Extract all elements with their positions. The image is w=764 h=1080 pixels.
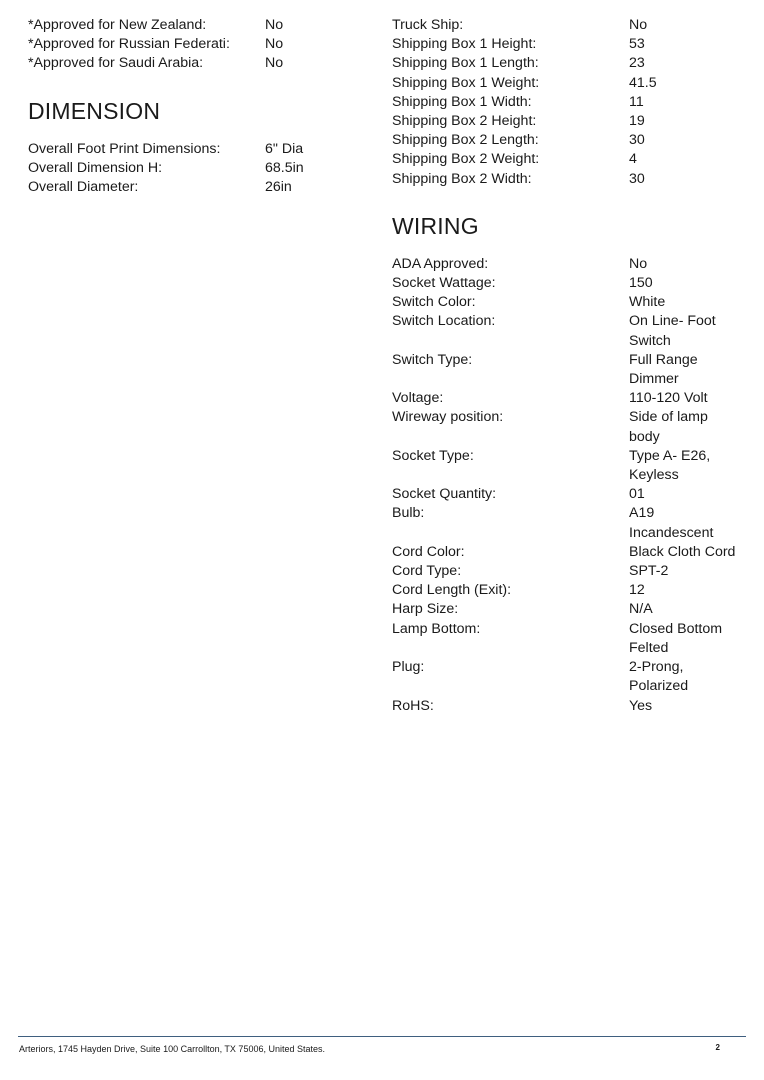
spec-label: *Approved for New Zealand: xyxy=(28,17,207,33)
spec-row xyxy=(392,485,742,504)
spec-value: SPT-2 xyxy=(629,563,669,580)
spec-label: Overall Diameter: xyxy=(28,179,139,196)
spec-value: 68.5in xyxy=(265,159,304,176)
footer-divider xyxy=(18,1036,746,1037)
spec-label: ADA Approved: xyxy=(392,255,489,272)
spec-row xyxy=(392,54,742,73)
spec-label: Voltage: xyxy=(392,390,444,407)
spec-label: Lamp Bottom: xyxy=(392,620,481,637)
spec-value: 26in xyxy=(265,179,292,196)
spec-row xyxy=(392,658,742,696)
dimension-list xyxy=(28,140,348,198)
spec-label: Overall Dimension H: xyxy=(28,159,163,176)
spec-row xyxy=(392,351,742,389)
spec-row xyxy=(392,150,742,169)
spec-row xyxy=(392,504,742,542)
spec-row xyxy=(392,170,742,189)
spec-label: Harp Size: xyxy=(392,601,459,618)
spec-row xyxy=(392,255,742,274)
spec-label: Switch Location: xyxy=(392,313,496,330)
spec-label: Cord Color: xyxy=(392,543,465,560)
spec-value: N/A xyxy=(629,601,653,618)
right-column xyxy=(392,16,742,716)
spec-value: No xyxy=(629,255,648,272)
spec-value: 4 xyxy=(629,151,637,168)
spec-label: Shipping Box 2 Height: xyxy=(392,113,537,130)
spec-value: 30 xyxy=(629,132,645,149)
spec-value: 12 xyxy=(629,582,645,599)
spec-label: Shipping Box 2 Length: xyxy=(392,132,539,149)
spec-label: Plug: xyxy=(392,659,425,676)
spec-value: Black Cloth Cord xyxy=(629,543,736,560)
shipping-list xyxy=(392,16,742,189)
spec-label: Cord Type: xyxy=(392,563,462,580)
spec-row xyxy=(392,112,742,131)
spec-label: Socket Wattage: xyxy=(392,275,496,292)
page-number: 2 xyxy=(715,1043,720,1052)
wiring-heading: WIRING xyxy=(392,212,479,239)
spec-row xyxy=(392,293,742,312)
spec-label: Shipping Box 1 Length: xyxy=(392,55,539,72)
spec-row xyxy=(392,74,742,93)
spec-label: Socket Quantity: xyxy=(392,486,497,503)
spec-row xyxy=(392,408,742,446)
spec-value: Type A- E26, Keyless xyxy=(629,447,711,484)
spec-value: 11 xyxy=(629,93,644,110)
spec-value: No xyxy=(629,17,648,33)
spec-row xyxy=(392,312,742,350)
spec-row xyxy=(392,543,742,562)
spec-value: White xyxy=(629,294,666,311)
spec-value: Full Range Dimmer xyxy=(629,351,698,388)
footer-address: Arteriors, 1745 Hayden Drive, Suite 100 Carrollton, TX 75006, United States. xyxy=(19,1044,325,1054)
spec-value: Yes xyxy=(629,697,653,714)
spec-row xyxy=(392,562,742,581)
spec-value: 110-120 Volt xyxy=(629,390,708,407)
spec-value: Side of lamp body xyxy=(629,409,708,445)
spec-value: 6" Dia xyxy=(265,140,304,157)
spec-label: Switch Color: xyxy=(392,294,476,311)
spec-label: Shipping Box 1 Width: xyxy=(392,93,532,110)
left-column xyxy=(28,16,348,197)
spec-label: Bulb: xyxy=(392,505,425,522)
spec-value: 2-Prong, Polarized xyxy=(629,659,689,695)
spec-row xyxy=(392,274,742,293)
spec-row xyxy=(392,697,742,716)
spec-value: A19 Incandescent xyxy=(629,505,714,541)
spec-row xyxy=(28,35,348,54)
spec-label: Cord Length (Exit): xyxy=(392,582,512,599)
spec-label: Shipping Box 2 Width: xyxy=(392,170,532,187)
spec-row xyxy=(392,447,742,485)
spec-label: Socket Type: xyxy=(392,447,474,464)
spec-row xyxy=(28,54,348,73)
spec-label: Switch Type: xyxy=(392,351,473,368)
spec-value: 53 xyxy=(629,36,645,53)
wiring-list xyxy=(392,255,742,716)
spec-value: 23 xyxy=(629,55,645,72)
spec-row xyxy=(392,16,742,35)
spec-value: 150 xyxy=(629,275,653,292)
dimension-heading: DIMENSION xyxy=(28,97,161,124)
spec-label: Shipping Box 1 Height: xyxy=(392,36,537,53)
spec-value: On Line- Foot Switch xyxy=(629,313,716,349)
approvals-list xyxy=(28,16,348,74)
spec-row xyxy=(28,178,348,197)
spec-value: 19 xyxy=(629,113,645,130)
spec-label: RoHS: xyxy=(392,697,434,714)
spec-row xyxy=(28,16,348,35)
spec-row xyxy=(392,131,742,150)
spec-row xyxy=(392,581,742,600)
spec-value: No xyxy=(265,36,284,53)
spec-label: *Approved for Saudi Arabia: xyxy=(28,55,204,72)
spec-row xyxy=(28,159,348,178)
spec-row xyxy=(392,35,742,54)
spec-label: Truck Ship: xyxy=(392,17,464,33)
spec-value: 01 xyxy=(629,486,645,503)
spec-row xyxy=(28,140,348,159)
spec-label: Shipping Box 2 Weight: xyxy=(392,151,540,168)
spec-value: 30 xyxy=(629,170,645,187)
spec-row xyxy=(392,620,742,658)
spec-row xyxy=(392,600,742,619)
spec-value: No xyxy=(265,55,284,72)
spec-label: Wireway position: xyxy=(392,409,504,426)
spec-label: Overall Foot Print Dimensions: xyxy=(28,140,221,157)
spec-value: 41.5 xyxy=(629,74,657,91)
spec-label: *Approved for Russian Federati: xyxy=(28,36,230,53)
spec-label: Shipping Box 1 Weight: xyxy=(392,74,540,91)
spec-value: No xyxy=(265,17,284,33)
spec-row xyxy=(392,93,742,112)
spec-row xyxy=(392,389,742,408)
spec-value: Closed Bottom Felted xyxy=(629,620,723,656)
